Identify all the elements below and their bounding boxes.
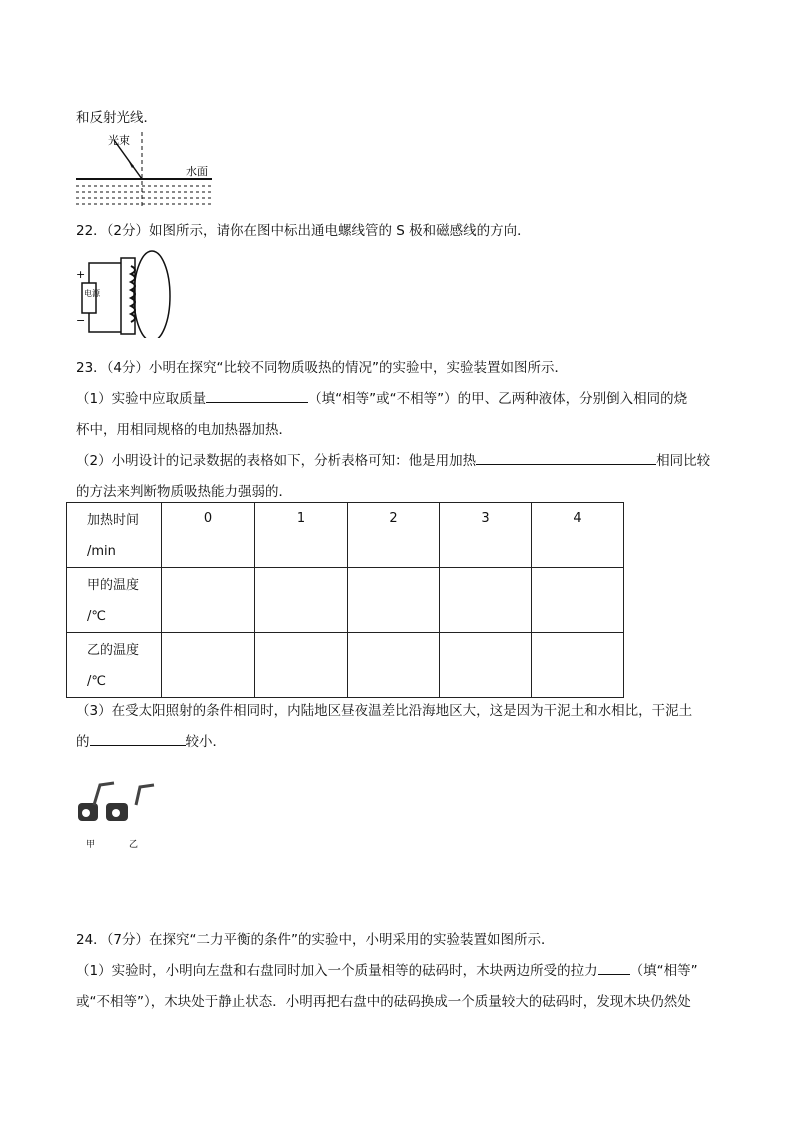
text: （填“相等”或“不相等”）的甲、乙两种液体，分别倒入相同的烧 [308, 391, 688, 407]
text: 甲的温度 [87, 578, 140, 593]
text: （2）小明设计的记录数据的表格如下，分析表格可知：他是用加热 [76, 453, 477, 469]
solenoid-figure [74, 248, 174, 338]
table-header [67, 503, 162, 568]
light-reflection-figure [74, 128, 214, 208]
table-cell: 0 [162, 503, 255, 568]
minus-label: − [76, 314, 86, 327]
text: 相同比较 [656, 453, 711, 469]
text: 较小． [185, 734, 226, 750]
table-cell: 2 [348, 503, 440, 568]
text: 加热时间 [87, 513, 140, 528]
text: 的 [76, 734, 90, 750]
plus-label: + [76, 268, 86, 281]
answer-blank[interactable] [90, 731, 186, 746]
beaker-label-b: 乙 [129, 840, 139, 850]
beakers-figure [74, 775, 194, 855]
text: /℃ [87, 674, 106, 689]
table-row [67, 633, 624, 698]
table-cell: 1 [255, 503, 348, 568]
table-cell[interactable] [162, 633, 255, 698]
question-24: 24．（7分）在探究“二力平衡的条件”的实验中，小明采用的实验装置如图所示． [76, 932, 555, 948]
text-line: 杯中，用相同规格的电加热器加热． [76, 422, 292, 438]
table-cell: 4 [532, 503, 624, 568]
text-line: 或“不相等”），木块处于静止状态．小明再把右盘中的砝码换成一个质量较大的砝码时，发现木块仍然处 [76, 994, 691, 1010]
text: （填“相等” [629, 963, 698, 979]
table-cell[interactable] [440, 633, 532, 698]
beaker-label-a: 甲 [86, 840, 96, 850]
question-22: 22．（2分）如图所示，请你在图中标出通电螺线管的 S 极和磁感线的方向． [76, 223, 531, 239]
question-23-part-1 [76, 387, 687, 407]
water-surface-label: 水面 [186, 165, 208, 178]
table-row [67, 568, 624, 633]
answer-blank[interactable] [476, 450, 656, 465]
table-cell[interactable] [348, 633, 440, 698]
table-row [67, 503, 624, 568]
table-cell[interactable] [532, 568, 624, 633]
table-cell: 3 [440, 503, 532, 568]
row-label [67, 633, 162, 698]
table-cell[interactable] [532, 633, 624, 698]
text: 乙的温度 [87, 643, 140, 658]
question-23-part-2 [76, 449, 710, 469]
answer-blank[interactable] [206, 388, 308, 403]
text-line: 和反射光线． [76, 110, 157, 126]
text: /℃ [87, 609, 106, 624]
answer-blank[interactable] [598, 960, 630, 975]
beam-label: 光束 [108, 134, 130, 147]
text: （1）实验中应取质量 [76, 391, 207, 407]
text: （1）实验时，小明向左盘和右盘同时加入一个质量相等的砝码时，木块两边所受的拉力 [76, 963, 598, 979]
text-line: 的方法来判断物质吸热能力强弱的． [76, 484, 292, 500]
question-23: 23．（4分）小明在探究“比较不同物质吸热的情况”的实验中，实验装置如图所示． [76, 360, 569, 376]
row-label [67, 568, 162, 633]
question-24-part-1 [76, 959, 698, 979]
data-table [66, 502, 624, 698]
table-cell[interactable] [255, 568, 348, 633]
table-cell[interactable] [348, 568, 440, 633]
question-23-part-3: （3）在受太阳照射的条件相同时，内陆地区昼夜温差比沿海地区大，这是因为干泥土和水相比，干泥土 [76, 703, 693, 719]
text: /min [87, 544, 116, 559]
power-source-label: 电源 [84, 289, 100, 298]
table-cell[interactable] [255, 633, 348, 698]
table-cell[interactable] [440, 568, 532, 633]
text-line [76, 730, 226, 750]
table-cell[interactable] [162, 568, 255, 633]
